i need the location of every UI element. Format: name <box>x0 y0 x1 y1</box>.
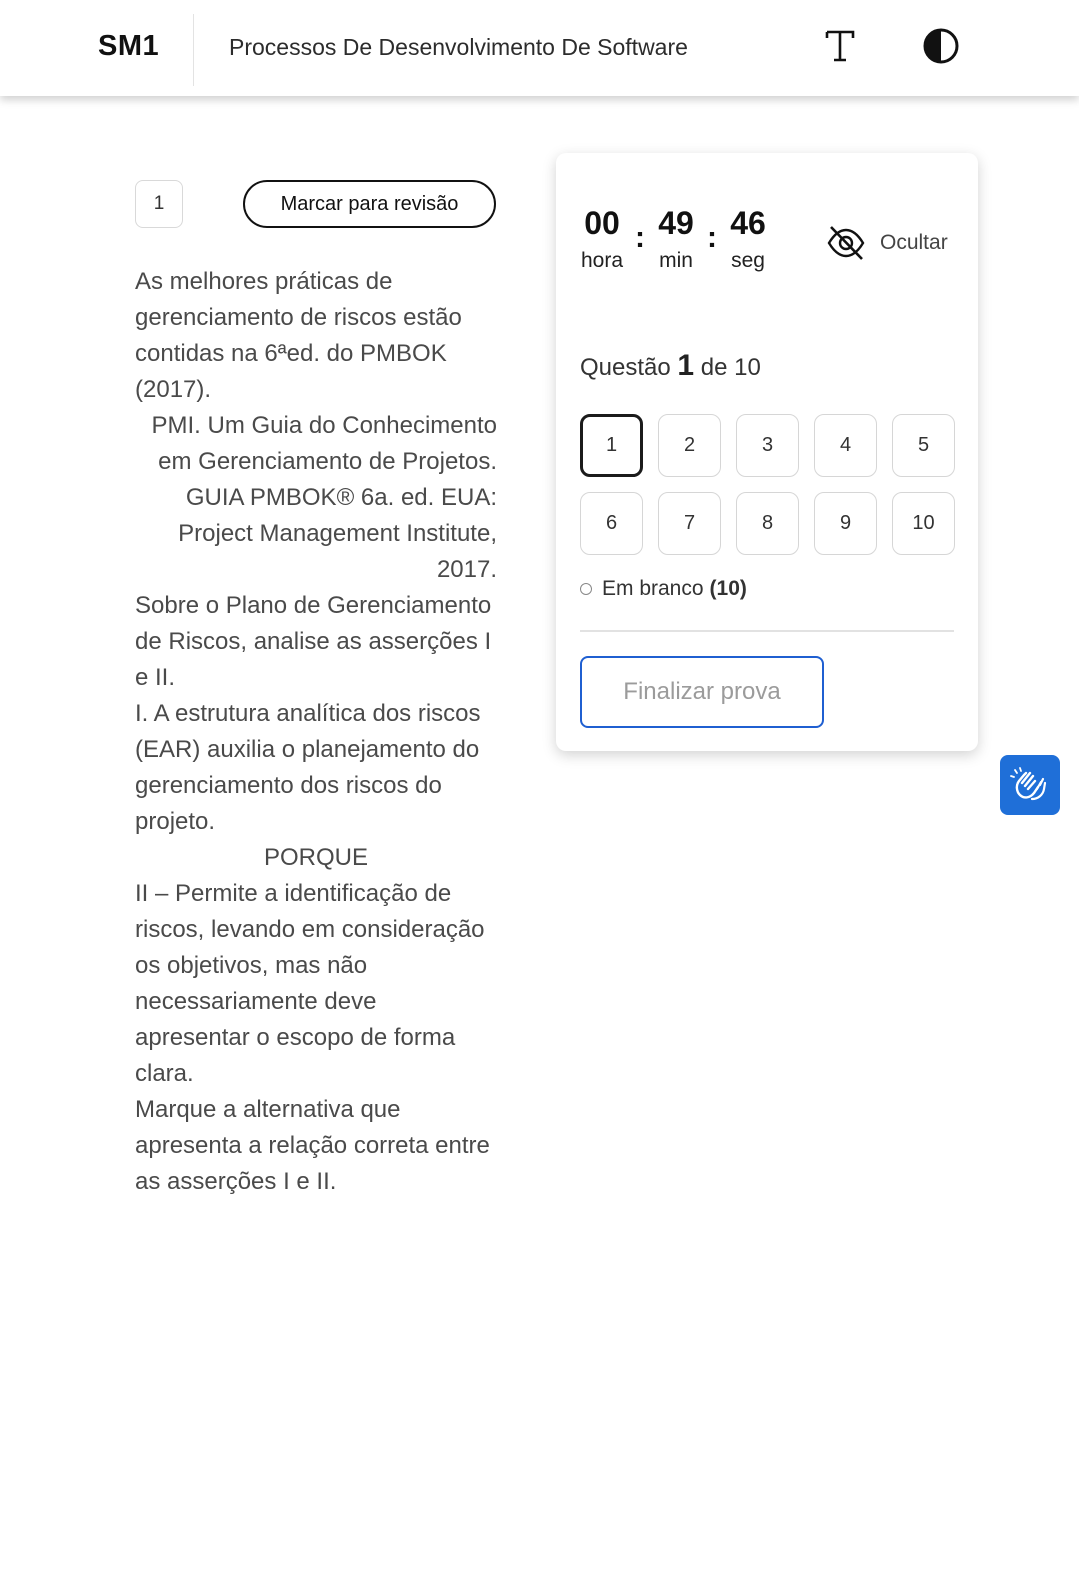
blank-legend-count: (10) <box>709 577 747 600</box>
question-button-7[interactable]: 7 <box>658 492 721 555</box>
timer-hours <box>572 203 632 273</box>
question-button-2[interactable]: 2 <box>658 414 721 477</box>
timer-separator: : <box>635 221 645 254</box>
timer-minutes-value: 49 <box>658 205 694 241</box>
timer-seconds-value: 46 <box>730 205 766 241</box>
timer-seconds-label: seg <box>731 249 765 272</box>
blank-legend <box>580 577 747 601</box>
question-paragraph: As melhores práticas de gerenciamento de riscos estão contidas na 6ªed. do PMBOK (2017). <box>135 268 462 403</box>
course-title: Processos De Desenvolvimento De Software <box>229 34 688 60</box>
hide-timer-label: Ocultar <box>880 231 948 254</box>
question-button-6[interactable]: 6 <box>580 492 643 555</box>
timer-seconds <box>718 203 778 273</box>
sign-language-button[interactable] <box>1000 755 1060 815</box>
contrast-icon[interactable] <box>922 27 960 65</box>
question-button-4[interactable]: 4 <box>814 414 877 477</box>
question-counter-prefix: Questão <box>580 354 671 381</box>
assertion-one: I. A estrutura analítica dos riscos (EAR) auxilia o planejamento do gerenciamento dos riscos do projeto. <box>135 700 481 835</box>
question-button-3[interactable]: 3 <box>736 414 799 477</box>
assertion-two: II – Permite a identificação de riscos, levando em consideração os objetivos, mas não necessariamente deve apresentar o escopo de forma clara. <box>135 880 485 1087</box>
question-instruction: Marque a alternativa que apresenta a relação correta entre as asserções I e II. <box>135 1096 490 1195</box>
panel-divider <box>580 630 954 632</box>
timer-hours-label: hora <box>580 249 624 272</box>
finish-exam-button[interactable]: Finalizar prova <box>580 656 824 728</box>
logo: SM1 <box>98 30 160 62</box>
eye-off-icon <box>826 223 866 263</box>
font-size-icon[interactable] <box>822 24 858 68</box>
question-button-8[interactable]: 8 <box>736 492 799 555</box>
sign-language-icon <box>1010 765 1050 805</box>
question-grid <box>580 414 954 555</box>
question-button-10[interactable]: 10 <box>892 492 955 555</box>
question-statement <box>135 264 497 1200</box>
question-button-5[interactable]: 5 <box>892 414 955 477</box>
blank-legend-label: Em branco <box>602 577 704 600</box>
assertion-connector: PORQUE <box>263 844 368 871</box>
question-button-1[interactable]: 1 <box>580 414 643 477</box>
question-counter <box>580 349 761 383</box>
timer-hours-value: 00 <box>584 205 620 241</box>
question-counter-current: 1 <box>677 349 695 382</box>
blank-dot-icon <box>580 583 592 595</box>
exam-panel <box>556 153 978 751</box>
question-counter-suffix: de 10 <box>700 354 761 381</box>
timer-minutes <box>646 203 706 273</box>
timer-minutes-label: min <box>659 249 693 272</box>
top-header <box>0 0 1079 96</box>
mark-for-review-button[interactable]: Marcar para revisão <box>243 180 496 228</box>
question-button-9[interactable]: 9 <box>814 492 877 555</box>
question-reference: PMI. Um Guia do Conhecimento em Gerenciamento de Projetos. GUIA PMBOK® 6a. ed. EUA: Project Management Institute, 2017. <box>151 412 497 583</box>
header-divider <box>193 14 194 86</box>
timer-separator: : <box>707 221 717 254</box>
hide-timer-button[interactable] <box>826 221 956 265</box>
question-paragraph: Sobre o Plano de Gerenciamento de Riscos, analise as asserções I e II. <box>135 592 492 691</box>
question-number: 1 <box>135 180 183 228</box>
